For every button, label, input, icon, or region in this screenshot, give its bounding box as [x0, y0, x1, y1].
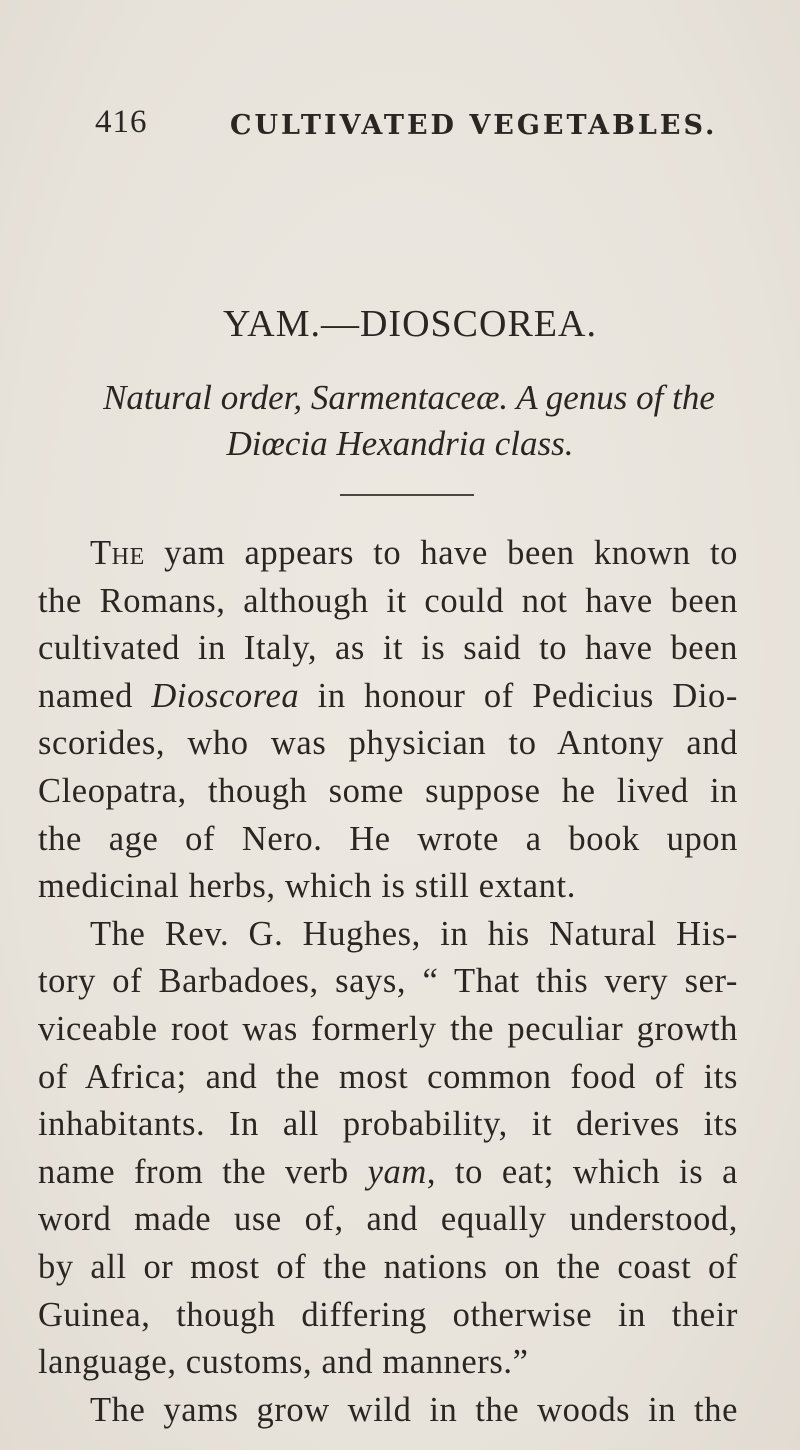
text-line: tory of Barbadoes, says, “ That this very ser- [38, 962, 738, 1001]
text-line: the Romans, although it could not have been [38, 581, 738, 620]
subtitle-line: Natural order, Sarmentaceæ. A genus of the [103, 378, 715, 417]
text-line: The yams grow wild in the woods in the [90, 1390, 738, 1429]
text-line: medicinal herbs, which is still extant. [38, 867, 576, 906]
italic-term: Dioscorea [151, 676, 300, 715]
text-line: scorides, who was physician to Antony and [38, 724, 738, 763]
text-line: of Africa; and the most common food of its [38, 1057, 738, 1096]
text-line [38, 530, 738, 578]
text-line: language, customs, and manners.” [38, 1343, 529, 1382]
text-line: Guinea, though differing otherwise in their [38, 1295, 738, 1334]
text-span: in honour of Pedicius Dio- [299, 676, 738, 715]
section-divider [340, 494, 474, 496]
text-line: cultivated in Italy, as it is said to have been [38, 629, 738, 668]
text-line: Cleopatra, though some suppose he lived in [38, 771, 738, 810]
text-span: yam appears to have been known to [144, 534, 738, 572]
running-head [95, 100, 755, 150]
text-span: , to eat; which is a [426, 1152, 738, 1191]
text-span: named [38, 676, 152, 715]
italic-term: yam [367, 1152, 427, 1191]
text-line: the age of Nero. He wrote a book upon [38, 819, 738, 858]
text-line: inhabitants. In all probability, it derives its [38, 1105, 738, 1144]
text-line: by all or most of the nations on the coast of [38, 1247, 738, 1286]
running-title: CULTIVATED VEGETABLES. [230, 110, 718, 141]
text-line [38, 673, 738, 721]
drop-word: The [90, 534, 145, 572]
body-text [38, 530, 738, 1434]
page-number: 416 [95, 104, 148, 140]
text-span: name from the verb [38, 1152, 368, 1191]
subtitle-line: Diœcia Hexandria class. [226, 424, 574, 463]
chapter-subtitle [40, 375, 770, 467]
text-line: viceable root was formerly the peculiar growth [38, 1009, 738, 1048]
text-line: The Rev. G. Hughes, in his Natural His- [90, 914, 738, 953]
text-line [38, 1149, 738, 1197]
text-line: word made use of, and equally understood, [38, 1200, 738, 1239]
chapter-title: YAM.—DIOSCOREA. [223, 303, 597, 345]
